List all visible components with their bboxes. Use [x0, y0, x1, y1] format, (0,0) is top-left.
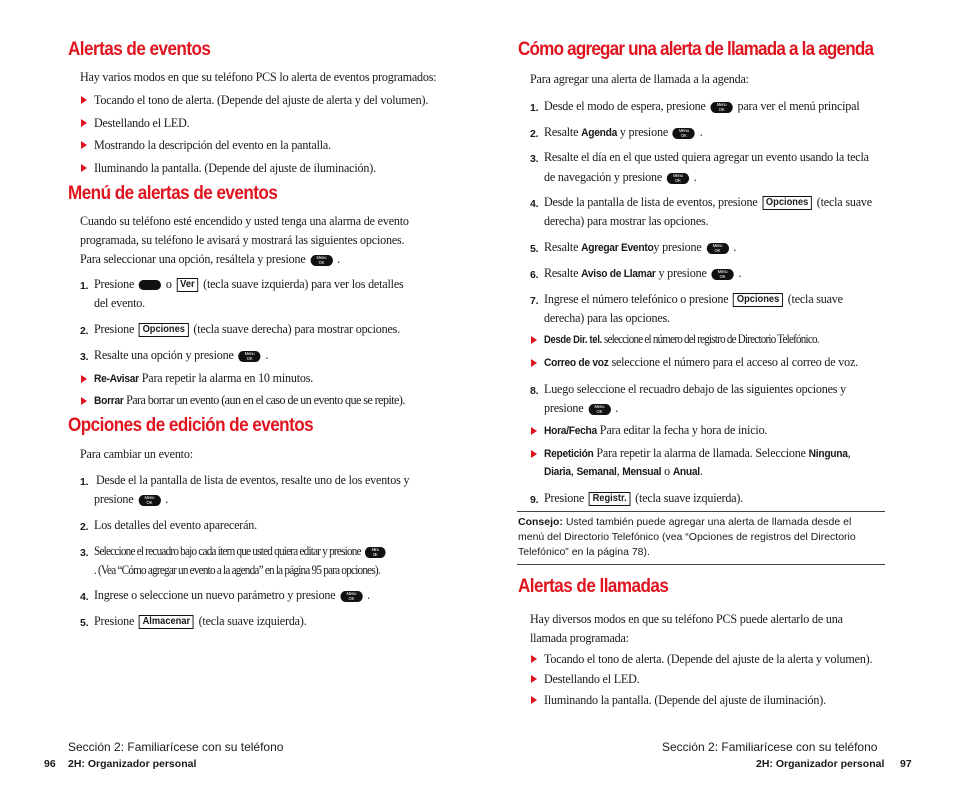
step-line: Presione Opciones (tecla suave derecha) para mostrar opciones.: [94, 321, 401, 336]
step-line: . (Vea “Cómo agregar un evento a la agenda” en la página 95 para opciones).: [94, 562, 380, 577]
step-line: Resalte Aviso de Llamar y presione Menu OK .: [544, 265, 742, 280]
step-number: 6.: [530, 269, 539, 281]
menu-ok-key-icon: Menu OK: [673, 128, 695, 139]
step-line: derecha) para las opciones.: [544, 310, 670, 325]
step-line: Luego seleccione el recuadro debajo de las siguientes opciones y: [544, 381, 846, 396]
step-number: 4.: [80, 591, 89, 603]
step-line: Resalte Agenda y presione Menu OK .: [544, 124, 703, 139]
step-number: 7.: [530, 295, 539, 307]
heading-alertas-de-eventos: Alertas de eventos: [68, 39, 211, 60]
step-number: 5.: [530, 243, 539, 255]
menu-ok-key-icon: Menu OK: [238, 351, 260, 362]
intro-text: Para agregar una alerta de llamada a la agenda:: [530, 71, 749, 86]
bullet-icon: [81, 375, 87, 383]
footer-section: Sección 2: Familiarícese con su teléfono: [68, 740, 284, 754]
list-item: Correo de voz seleccione el número para el acceso al correo de voz.: [544, 354, 859, 369]
tip-box: Consejo: Usted también puede agregar una alerta de llamada desde el: [518, 516, 852, 528]
bullet-icon: [81, 397, 87, 405]
footer-chapter: 2H: Organizador personal: [756, 758, 885, 770]
step-number: 2.: [530, 128, 539, 140]
paragraph-line: Cuando su teléfono esté encendido y usted tenga una alarma de evento: [80, 213, 409, 228]
step-number: 5.: [80, 617, 89, 629]
list-item: Mostrando la descripción del evento en la pantalla.: [94, 137, 331, 152]
step-line: Desde el modo de espera, presione Menu OK para ver el menú principal: [544, 98, 860, 113]
step-line: Presione o Ver (tecla suave izquierda) para ver los detalles: [94, 276, 404, 291]
bullet-icon: [531, 675, 537, 683]
menu-ok-key-icon: Menu OK: [310, 255, 332, 266]
tip-line: Telefónico” en la página 78).: [518, 546, 650, 558]
step-line: Seleccione el recuadro bajo cada ítem que usted quiera editar y presione Menu OK: [94, 543, 387, 559]
step-number: 8.: [530, 385, 539, 397]
menu-ok-key-icon: Menu OK: [667, 173, 689, 184]
step-number: 1.: [530, 102, 539, 114]
list-item: Borrar Para borrar un evento (aun en el caso de un evento que se repite).: [94, 392, 405, 407]
step-number: 1.: [80, 280, 89, 292]
bullet-icon: [81, 164, 87, 172]
list-item: Iluminando la pantalla. (Depende del ajuste de iluminación).: [94, 160, 376, 175]
paragraph-line: Para seleccionar una opción, resáltela y presione Menu OK .: [80, 251, 341, 266]
list-item: Re-Avisar Para repetir la alarma en 10 minutos.: [94, 370, 314, 385]
intro-text: Hay varios modos en que su teléfono PCS lo alerta de eventos programados:: [80, 69, 437, 84]
heading-agregar-alerta-llamada: Cómo agregar una alerta de llamada a la agenda: [518, 39, 874, 60]
step-number: 9.: [530, 494, 539, 506]
bullet-icon: [531, 359, 537, 367]
menu-ok-key-icon: Menu OK: [588, 404, 610, 415]
footer-section: Sección 2: Familiarícese con su teléfono: [662, 740, 878, 754]
step-line: Desde la pantalla de lista de eventos, presione Opciones (tecla suave: [544, 194, 872, 209]
step-line: Ingrese o seleccione un nuevo parámetro y presione Menu OK .: [94, 587, 371, 602]
step-line: Ingrese el número telefónico o presione Opciones (tecla suave: [544, 291, 843, 306]
footer-chapter: 2H: Organizador personal: [68, 758, 197, 770]
bullet-icon: [531, 655, 537, 663]
step-number: 3.: [530, 153, 539, 165]
step-line: del evento.: [94, 295, 146, 310]
step-line: presione Menu OK .: [544, 400, 619, 415]
bullet-icon: [81, 96, 87, 104]
menu-ok-key-icon: Menu OK: [706, 243, 728, 254]
intro-text: Para cambiar un evento:: [80, 446, 193, 461]
heading-menu-de-alertas: Menú de alertas de eventos: [68, 183, 278, 204]
bullet-icon: [531, 336, 537, 344]
page-number: 97: [900, 758, 912, 770]
step-line: Resalte Agregar Eventoy presione Menu OK .: [544, 239, 737, 254]
bullet-icon: [81, 141, 87, 149]
tip-bottom-rule: [517, 564, 885, 565]
softkey-opciones: Opciones: [733, 293, 783, 307]
list-item: Repetición Para repetir la alarma de llamada. Seleccione Ninguna,: [544, 445, 851, 460]
menu-ok-key-icon: Menu OK: [340, 591, 362, 602]
softkey-almacenar: Almacenar: [139, 615, 194, 629]
step-number: 1.: [80, 476, 89, 488]
step-line: Los detalles del evento aparecerán.: [94, 517, 258, 532]
step-line: de navegación y presione Menu OK .: [544, 169, 697, 184]
list-item: Diaria, Semanal, Mensual o Anual.: [544, 463, 703, 478]
list-item: Destellando el LED.: [544, 671, 640, 686]
softkey-ver: Ver: [176, 278, 198, 292]
paragraph-line: Hay diversos modos en que su teléfono PCS puede alertarlo de una: [530, 611, 843, 626]
bullet-icon: [531, 696, 537, 704]
step-line: Presione Almacenar (tecla suave izquierda).: [94, 613, 307, 628]
step-line: presione Menu OK .: [94, 491, 169, 506]
menu-ok-key-icon: Menu OK: [711, 269, 733, 280]
step-line: Resalte una opción y presione Menu OK .: [94, 347, 269, 362]
end-key-icon: [139, 280, 161, 290]
list-item: Iluminando la pantalla. (Depende del ajuste de iluminación).: [544, 692, 826, 707]
menu-ok-key-icon: Menu OK: [365, 547, 386, 558]
paragraph-line: programada, su teléfono le avisará y mostrará las siguientes opciones.: [80, 232, 405, 247]
page-number: 96: [44, 758, 56, 770]
bullet-icon: [81, 119, 87, 127]
list-item: Tocando el tono de alerta. (Depende del ajuste de la alerta y volumen).: [544, 651, 873, 666]
tip-line: menú del Directorio Telefónico (vea “Opciones de registros del Directorio: [518, 531, 856, 543]
paragraph-line: llamada programada:: [530, 630, 629, 645]
tip-label: Consejo:: [518, 516, 563, 528]
softkey-registr: Registr.: [589, 492, 631, 506]
tip-top-rule: [517, 511, 885, 512]
list-item: Destellando el LED.: [94, 115, 190, 130]
step-number: 3.: [80, 547, 89, 559]
step-number: 3.: [80, 351, 89, 363]
bullet-icon: [531, 450, 537, 458]
step-number: 4.: [530, 198, 539, 210]
step-line: Desde el la pantalla de lista de eventos, resalte uno de los eventos y: [96, 472, 410, 487]
menu-ok-key-icon: Menu OK: [710, 102, 732, 113]
menu-ok-key-icon: Menu OK: [138, 495, 160, 506]
step-line: Presione Registr. (tecla suave izquierda).: [544, 490, 744, 505]
list-item: Desde Dir. tel. seleccione el número del registro de Directorio Telefónico.: [544, 331, 819, 346]
heading-alertas-de-llamadas: Alertas de llamadas: [518, 576, 669, 597]
step-number: 2.: [80, 325, 89, 337]
softkey-opciones: Opciones: [762, 196, 812, 210]
bullet-icon: [531, 427, 537, 435]
step-line: Resalte el día en el que usted quiera agregar un evento usando la tecla: [544, 149, 869, 164]
heading-opciones-de-edicion: Opciones de edición de eventos: [68, 415, 314, 436]
step-number: 2.: [80, 521, 89, 533]
list-item: Hora/Fecha Para editar la fecha y hora de inicio.: [544, 422, 768, 437]
list-item: Tocando el tono de alerta. (Depende del ajuste de alerta y del volumen).: [94, 92, 429, 107]
step-line: derecha) para mostrar las opciones.: [544, 213, 709, 228]
softkey-opciones: Opciones: [139, 323, 189, 337]
